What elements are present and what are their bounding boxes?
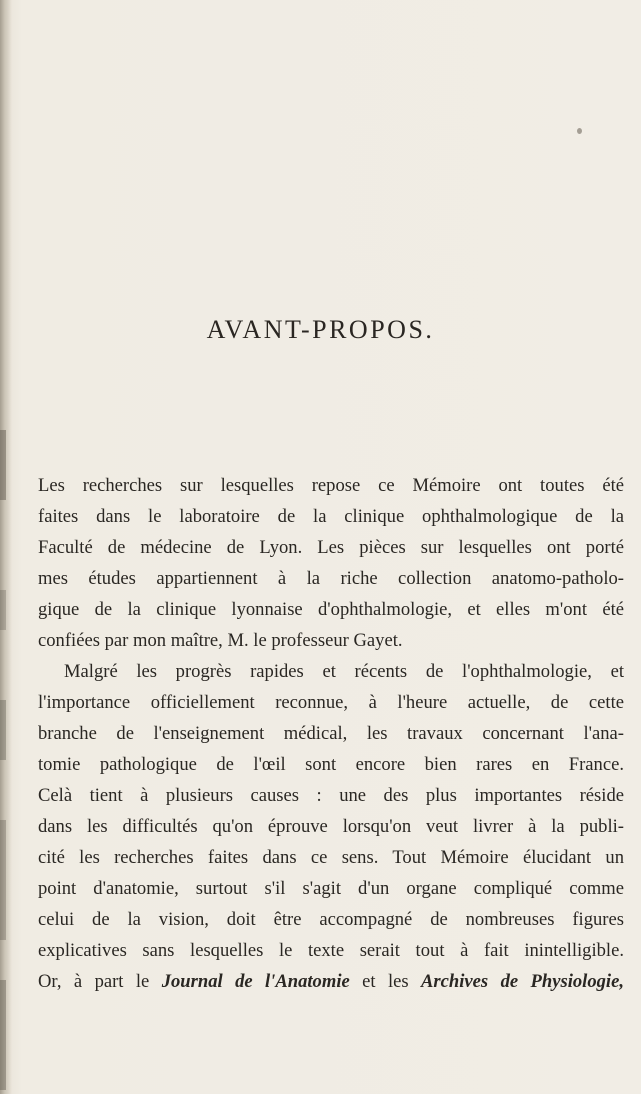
text-line: Les recherches sur lesquelles repose ce Mémoire ont toutes été (38, 475, 624, 496)
text-line: branche de l'enseignement médical, les travaux concernant l'ana- (38, 723, 624, 744)
text-line: faites dans le laboratoire de la clinique ophthalmologique de la (38, 506, 624, 527)
binding-shadow-mark (0, 980, 6, 1090)
binding-shadow-mark (0, 430, 6, 500)
journal-title: Journal de l'Anatomie (161, 971, 350, 992)
text-line: cité les recherches faites dans ce sens. Tout Mémoire élucidant un (38, 847, 624, 868)
page-title: AVANT-PROPOS. (206, 315, 435, 344)
text-line: Celà tient à plusieurs causes : une des plus importantes réside (38, 785, 624, 806)
text-line: confiées par mon maître, M. le professeur Gayet. (38, 630, 403, 651)
text-line: point d'anatomie, surtout s'il s'agit d'un organe compliqué comme (38, 878, 624, 899)
text-line: l'importance officiellement reconnue, à l'heure actuelle, de cette (38, 692, 624, 713)
text-line: mes études appartiennent à la riche collection anatomo-patholo- (38, 568, 624, 589)
binding-shadow-mark (0, 700, 6, 760)
text-fragment: Or, à part le (38, 971, 150, 992)
text-line: Faculté de médecine de Lyon. Les pièces sur lesquelles ont porté (38, 537, 624, 558)
text-line-last (38, 966, 624, 997)
text-line: gique de la clinique lyonnaise d'ophthalmologie, et elles m'ont été (38, 599, 624, 620)
text-line: tomie pathologique de l'œil sont encore bien rares en France. (38, 754, 624, 775)
archives-title: Archives de Physiologie, (421, 971, 624, 992)
binding-shadow-mark (0, 590, 6, 630)
text-line: Malgré les progrès rapides et récents de l'ophthalmologie, et (64, 661, 624, 682)
text-fragment: et les (362, 971, 409, 992)
text-line: dans les difficultés qu'on éprouve lorsqu'on veut livrer à la publi- (38, 816, 624, 837)
text-line: explicatives sans lesquelles le texte serait tout à fait inintelligible. (38, 940, 624, 961)
text-line: celui de la vision, doit être accompagné de nombreuses figures (38, 909, 624, 930)
paper-speck (577, 128, 582, 134)
binding-shadow-mark (0, 820, 6, 940)
body-text (38, 470, 624, 997)
